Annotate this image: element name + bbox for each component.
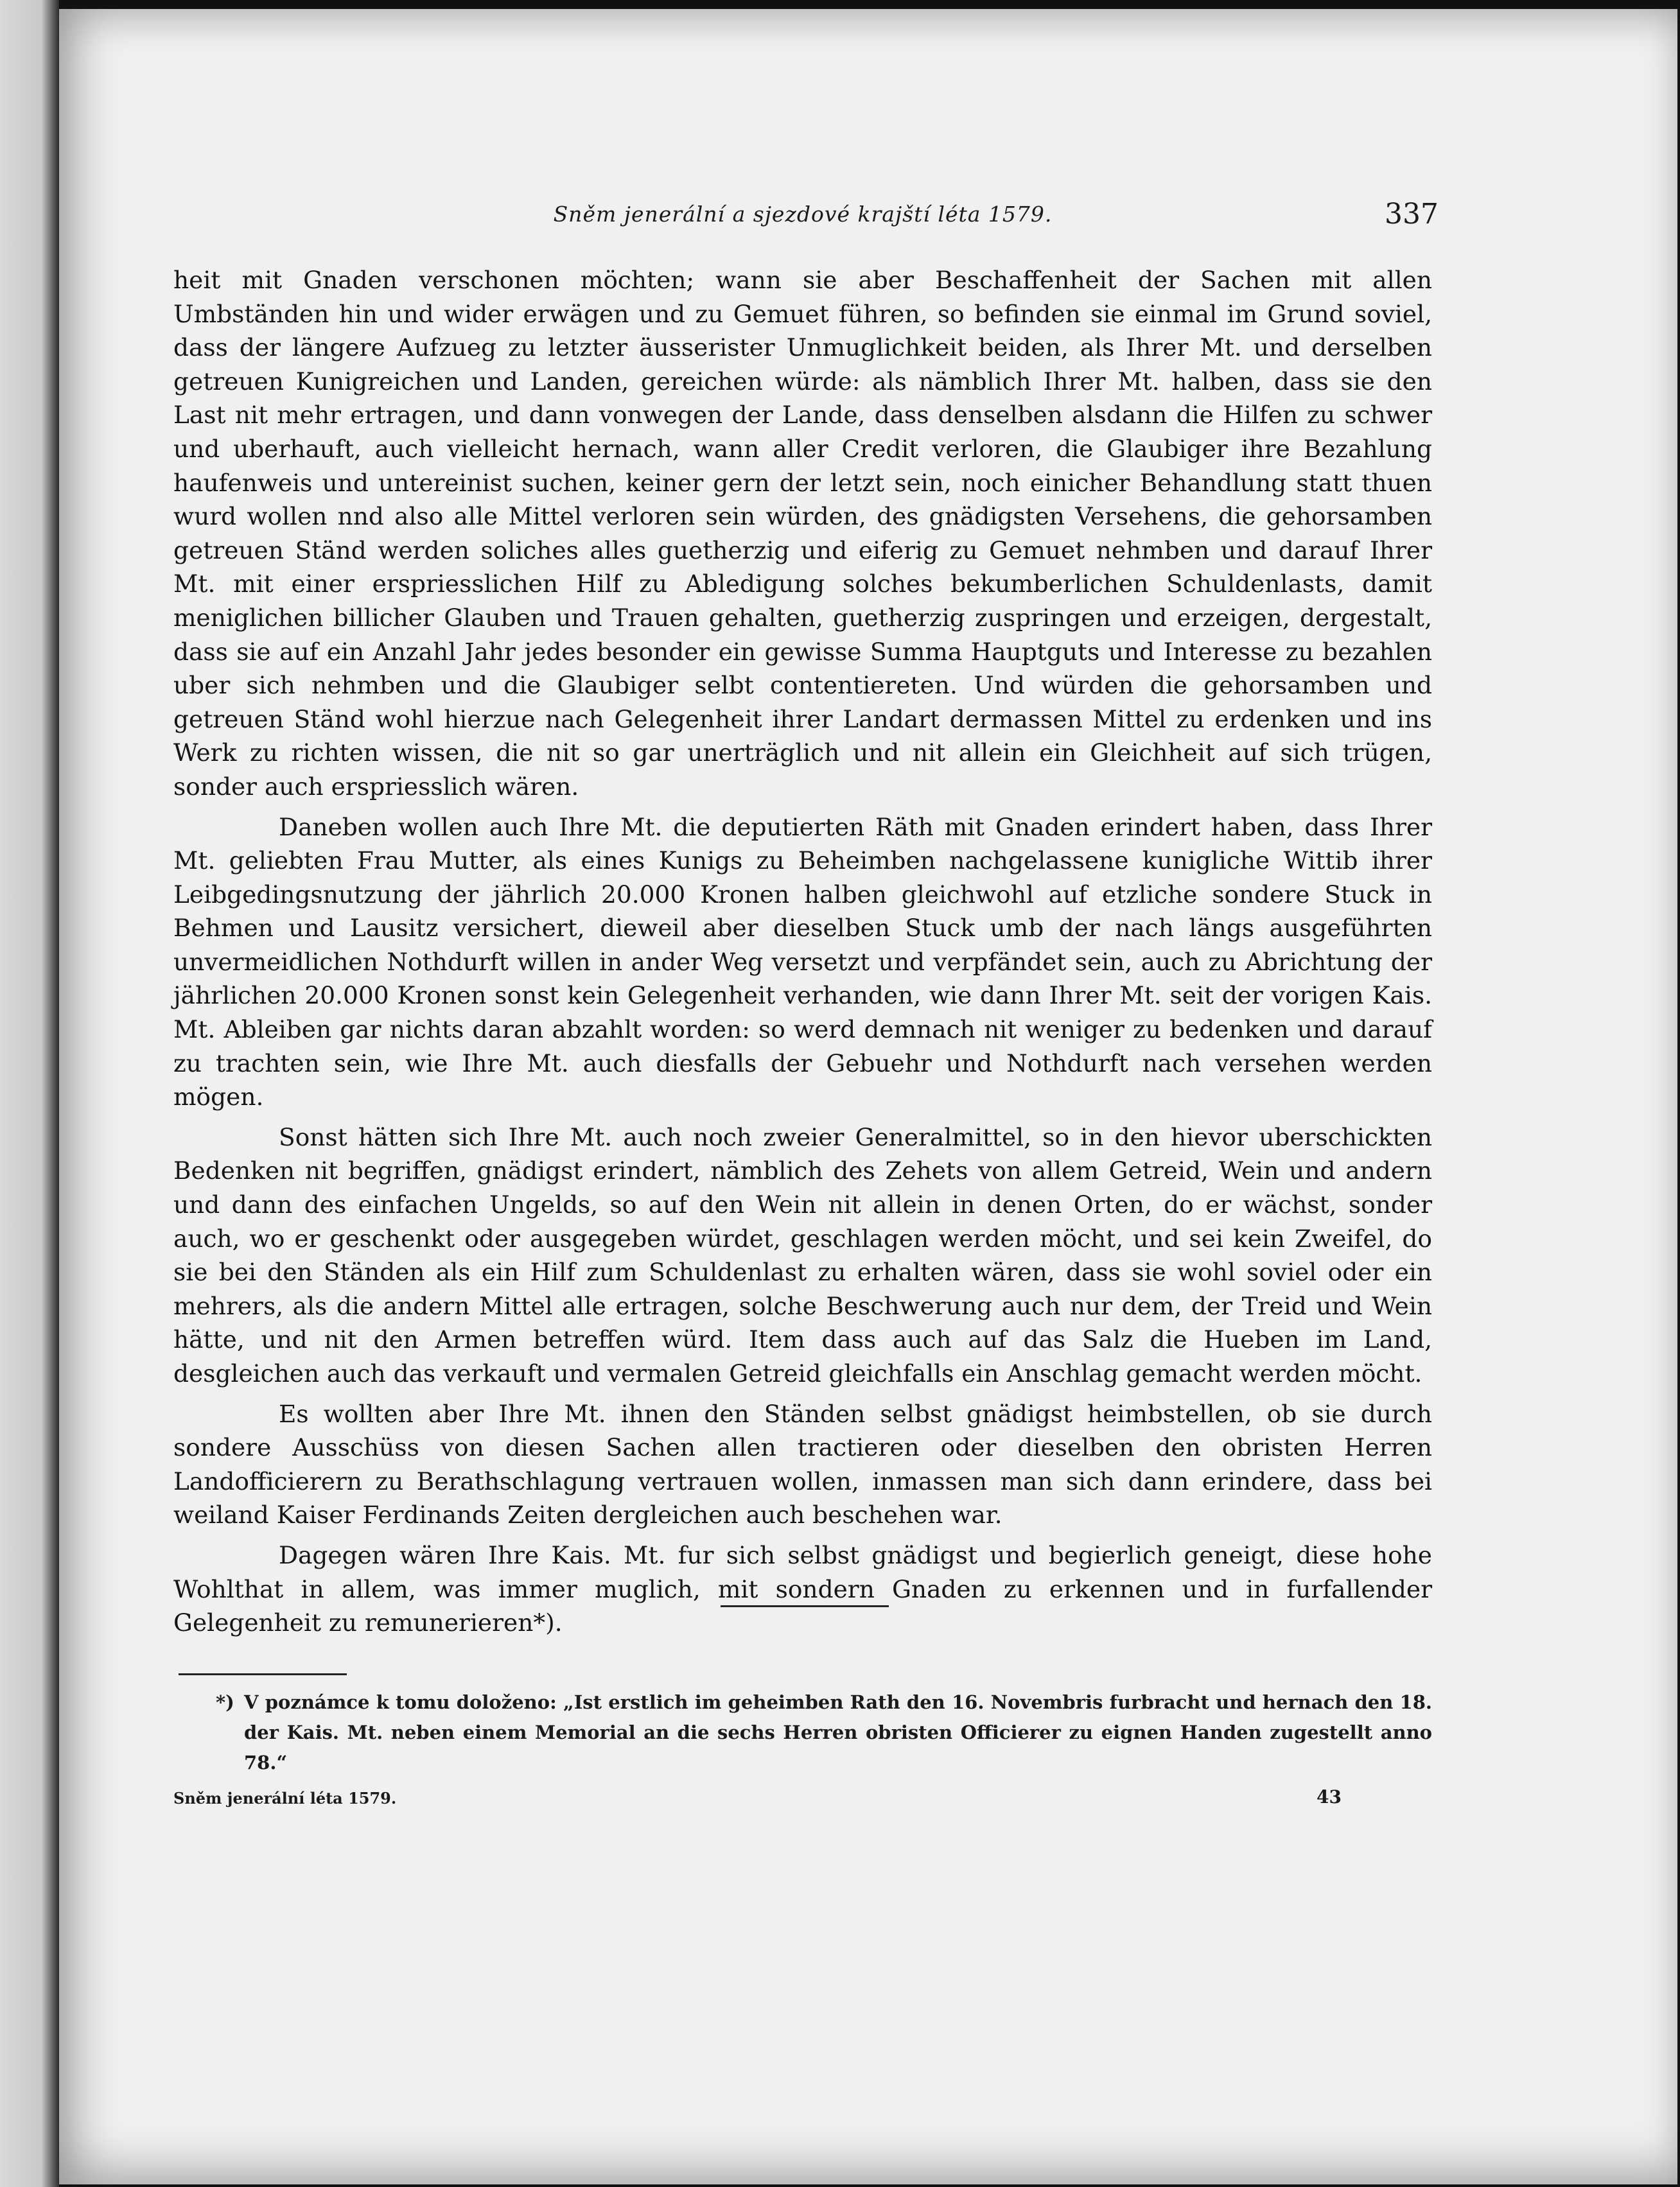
footnote-text: V poznámce k tomu doloženo: „Ist erstlich im geheimben Rath den 16. Novembris furbracht und hernach den 18. der Kais. Mt. neben einem Memorial an die sechs Herren obristen Officierer zu eignen Handen zugestellt anno 78.“ [244,1691,1432,1773]
signature-number: 43 [1317,1786,1342,1808]
running-title: Sněm jenerální a sjezdové krajští léta 1579. [553,202,1053,227]
printer-signature-line [173,1784,1432,1812]
paragraph-2: Daneben wollen auch Ihre Mt. die deputierten Räth mit Gnaden erindert haben, dass Ihrer Mt. geliebten Frau Mutter, als eines Kunigs zu Beheimben nachgelassene kunigliche Wittib ihrer Leibgedingsnutzung der jährlich 20.000 Kronen halben gleichwohl auf etzliche sondere Stuck in Behmen und Lausitz versichert, dieweil aber dieselben Stuck umb der nach längs ausgeführten unvermeidlichen Nothdurft willen in ander Weg versetzt und verpfändet sein, auch zu Abrichtung der jährlichen 20.000 Kronen sonst kein Gelegenheit verhanden, wie dann Ihrer Mt. seit der vorigen Kais. Mt. Ableiben gar nichts daran abzahlt worden: so werd demnach nit weniger zu bedenken und darauf zu trachten sein, wie Ihre Mt. auch diesfalls der Gebuehr und Nothdurft nach versehen werden mögen. [173,812,1432,1111]
footnote-marker: *) [216,1691,234,1713]
page-header [173,198,1439,236]
footnote [216,1687,1432,1778]
adjacent-page-edge [0,0,59,2187]
paragraph-4: Es wollten aber Ihre Mt. ihnen den Ständen selbst gnädigst heimbstellen, ob sie durch sondere Ausschüss von diesen Sachen allen tractieren oder dieselben den obristen Herren Landofficierern zu Berathschlagung vertrauen wollen, inmassen man sich dann erindere, dass bei weiland Kaiser Ferdinands Zeiten dergleichen auch beschehen war. [173,1399,1432,1529]
paragraph-1: heit mit Gnaden verschonen möchten; wann sie aber Beschaffenheit der Sachen mit allen Umbständen hin und wider erwägen und zu Gemuet führen, so befinden sie einmal im Grund soviel, dass der längere Aufzueg zu letzter äusserister Unmuglichkeit beiden, als Ihrer Mt. und derselben getreuen Kunigreichen und Landen, gereichen würde: als nämblich Ihrer Mt. halben, dass sie den Last nit mehr ertragen, und dann vonwegen der Lande, dass denselben alsdann die Hilfen zu schwer und uberhauft, auch vielleicht hernach, wann aller Credit verloren, die Glaubiger ihre Bezahlung haufenweis und untereinist suchen, keiner gern der letzt sein, noch einicher Behandlung statt thuen wurd wollen nnd also alle Mittel verloren sein würden, des gnädigsten Versehens, die gehorsamben getreuen Ständ werden soliches alles guetherzig und eiferig zu Gemuet nehmben und darauf Ihrer Mt. mit einer erspriesslichen Hilf zu Abledigung solches bekumberlichen Schuldenlasts, damit meniglichen billicher Glauben und Trauen gehalten, guetherzig zuspringen und erzeigen, dergestalt, dass sie auf ein Anzahl Jahr jedes besonder ein gewisse Summa Hauptguts und Interesse zu bezahlen uber sich nehmben und die Glaubiger selbt contentiereten. Und würden die gehorsamben und getreuen Ständ wohl hierzue nach Gelegenheit ihrer Landart dermassen Mittel zu erdenken und ins Werk zu richten wissen, die nit so gar unerträglich und nit allein ein Gleichheit auf sich trügen, sonder auch erspriesslich wären. [173,266,1432,801]
paragraph-5: Dagegen wären Ihre Kais. Mt. fur sich selbst gnädigst und begierlich geneigt, diese hohe Wohlthat in allem, was immer muglich, mit sondern Gnaden zu erkennen und in furfallender Gelegenheit zu remunerieren*). [173,1540,1432,1637]
signature-mark: Sněm jenerální léta 1579. [173,1789,397,1808]
page-number: 337 [1385,198,1439,231]
footnote-rule [179,1673,347,1675]
paragraph-3: Sonst hätten sich Ihre Mt. auch noch zweier Generalmittel, so in den hievor uberschickten Bedenken nit begriffen, gnädigst erindert, nämblich des Zehets von allem Getreid, Wein und andern und dann des einfachen Ungelds, so auf den Wein nit allein in denen Orten, do er wächst, sonder auch, wo er geschenkt oder ausgegeben würdet, geschlagen werden möcht, und sei kein Zweifel, do sie bei den Ständen als ein Hilf zum Schuldenlast zu erhalten wären, dass sie wohl soviel oder ein mehrers, als die andern Mittel alle ertragen, solche Beschwerung auch nur dem, der Treid und Wein hätte, und nit den Armen betreffen würd. Item dass auch auf das Salz die Hueben im Land, desgleichen auch das verkauft und vermalen Getreid gleichfalls ein Anschlag gemacht werden möcht. [173,1122,1432,1388]
body-text [173,263,1432,1640]
section-separator [721,1605,889,1607]
